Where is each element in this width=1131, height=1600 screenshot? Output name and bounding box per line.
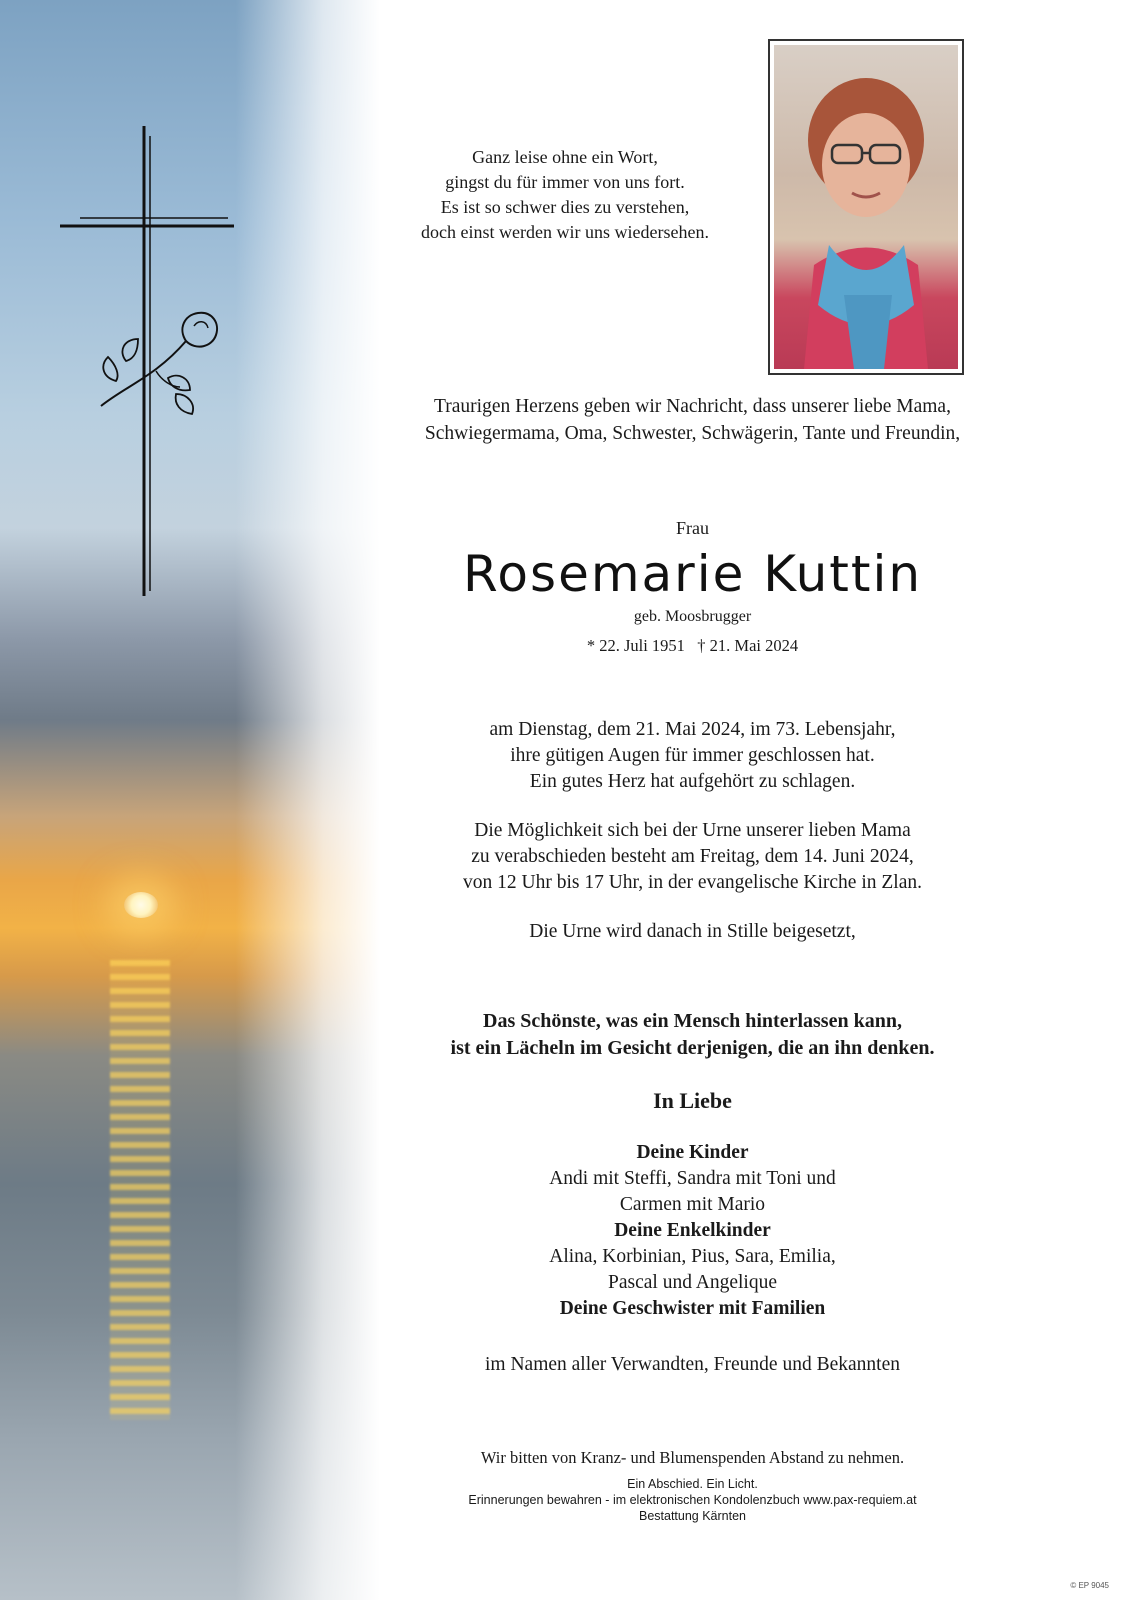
burial-info: Die Urne wird danach in Stille beigesetzt, (529, 921, 856, 942)
footer-line: Ein Abschied. Ein Licht. (627, 1477, 758, 1491)
farewell-line: von 12 Uhr bis 17 Uhr, in der evangelische Kirche in Zlan. (463, 872, 922, 893)
children-line: Andi mit Steffi, Sandra mit Toni und (549, 1168, 836, 1189)
farewell-line: zu verabschieden besteht am Freitag, dem 14. Juni 2024, (471, 846, 914, 867)
cross-with-rose-icon (56, 126, 246, 606)
grandchildren-line: Pascal und Angelique (608, 1272, 777, 1293)
footer-line: Erinnerungen bewahren - im elektronischen Kondolenzbuch www.pax-requiem.at (468, 1493, 917, 1507)
birth-name: geb. Moosbrugger (633, 608, 752, 625)
children-line: Carmen mit Mario (619, 1194, 766, 1215)
relatives-line: im Namen aller Verwandten, Freunde und Bekannten (485, 1354, 900, 1375)
family-list (370, 1140, 1015, 1322)
poem-line: doch einst werden wir uns wiedersehen. (421, 222, 709, 242)
poem-line: gingst du für immer von uns fort. (445, 172, 685, 192)
farewell-line: Die Möglichkeit sich bei der Urne unserer lieben Mama (474, 820, 911, 841)
portrait-illustration (774, 45, 958, 369)
grandchildren-heading: Deine Enkelkinder (614, 1220, 771, 1241)
notice-line: Ein gutes Herz hat aufgehört zu schlagen. (529, 771, 856, 792)
template-code: © EP 9045 (1070, 1581, 1109, 1590)
quote-line: ist ein Lächeln im Gesicht derjenigen, die an ihn denken. (450, 1037, 935, 1059)
quote-line: Das Schönste, was ein Mensch hinterlassen kann, (483, 1010, 902, 1032)
grandchildren-line: Alina, Korbinian, Pius, Sara, Emilia, (549, 1246, 836, 1267)
portrait-image (774, 45, 958, 369)
siblings-heading: Deine Geschwister mit Familien (559, 1298, 826, 1319)
farewell-info (370, 818, 1015, 896)
children-heading: Deine Kinder (636, 1142, 749, 1163)
intro-line: Traurigen Herzens geben wir Nachricht, dass unserer liebe Mama, (434, 396, 951, 417)
notice-line: ihre gütigen Augen für immer geschlossen hat. (510, 745, 875, 766)
poem-line: Ganz leise ohne ein Wort, (472, 147, 658, 167)
deceased-name: Rosemarie Kuttin (462, 545, 923, 603)
title: Frau (676, 518, 709, 538)
memorial-quote (370, 1008, 1015, 1062)
announcement-intro (370, 393, 1015, 447)
intro-line: Schwiegermama, Oma, Schwester, Schwägerin, Tante und Freundin, (424, 423, 961, 444)
death-notice (370, 717, 1015, 795)
portrait-photo (768, 39, 964, 375)
donation-request: Wir bitten von Kranz- und Blumenspenden Abstand zu nehmen. (480, 1448, 905, 1467)
poem-line: Es ist so schwer dies zu verstehen, (440, 197, 690, 217)
in-liebe-heading: In Liebe (653, 1088, 732, 1113)
poem (385, 145, 745, 245)
footer-info (370, 1476, 1015, 1524)
notice-line: am Dienstag, dem 21. Mai 2024, im 73. Lebensjahr, (489, 719, 896, 740)
footer-line: Bestattung Kärnten (638, 1509, 747, 1523)
life-dates: * 22. Juli 1951 † 21. Mai 2024 (586, 636, 799, 655)
